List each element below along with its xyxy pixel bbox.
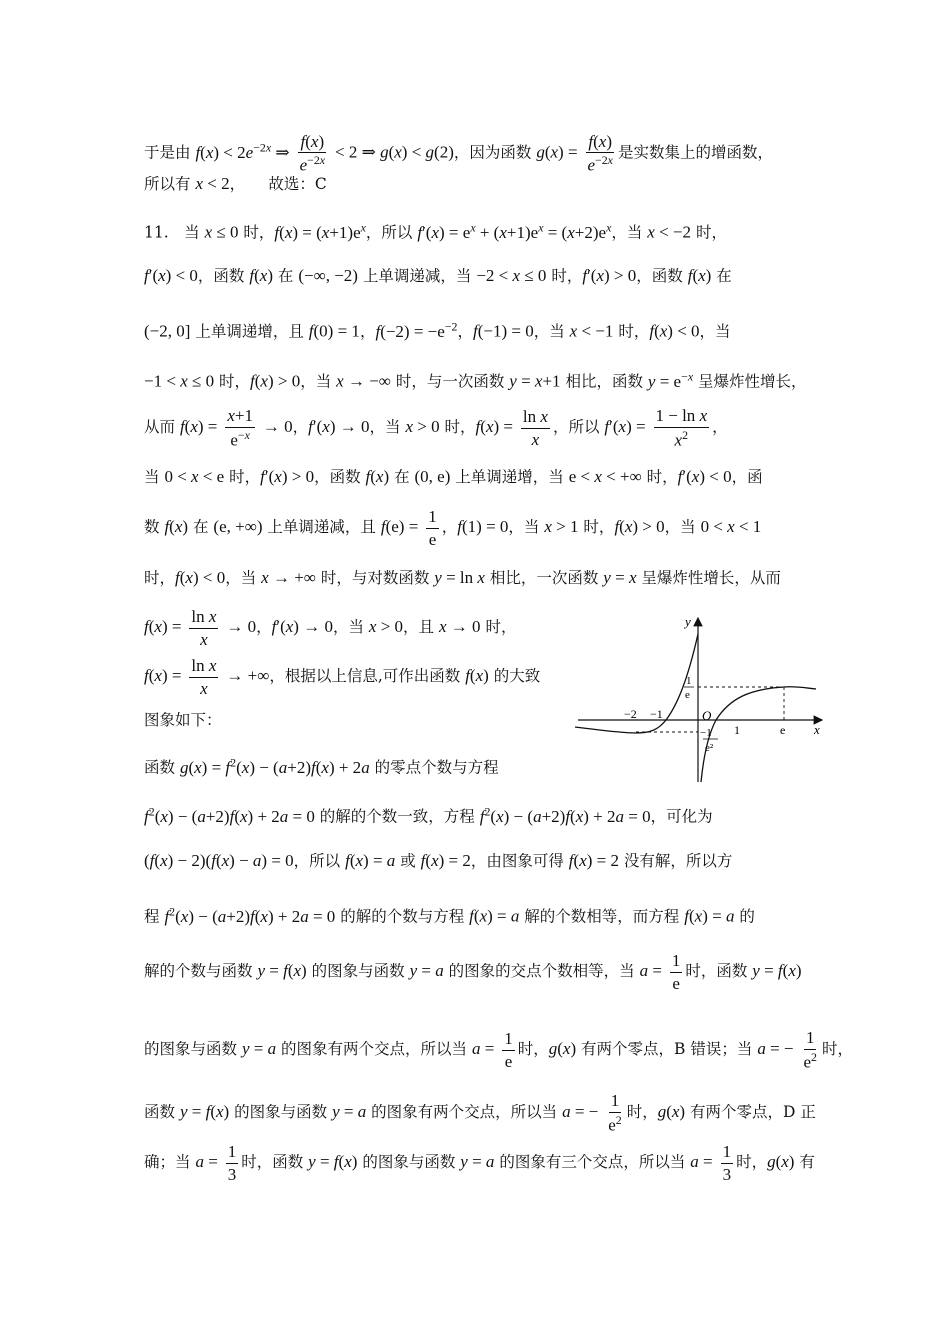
text-line-3: 11. 当 x ≤ 0 时，$f(x) = (x+1)e^x$，所以 $f'(x) = e^x + (x+1)e^x = (x+2)e^x$，当 x < −2 时， (144, 220, 727, 242)
tick-neg1: −1 (650, 707, 663, 721)
y-tick-neg-den: e² (705, 742, 714, 754)
x-axis-label: x (814, 722, 820, 737)
text-line-19: 的图象与函数 y = a 的图象有两个交点，所以当 a = $\frac{1}{e}$ 时，g(x) 有两个零点，B 错误；当 a = − $\frac{1}{e^2}$ 时， (144, 1028, 853, 1072)
text-line-9: 数 f(x) 在 (e, +∞) 上单调递减，且 f(e) = $\frac{1}{e}$ ，f(1) = 0，当 x > 1 时，f(x) > 0，当 0 < x < 1 (144, 506, 762, 549)
text-line-21: 确；当 a = $\frac{1}{3}$ 时，函数 y = f(x) 的图象与函数 y = a 的图象有三个交点，所以当 a = $\frac{1}{3}$ 时，g(x) 有 (144, 1141, 815, 1184)
text-line-18: 解的个数与函数 y = f(x) 的图象与函数 y = a 的图象的交点个数相等，当 a = $\frac{1}{e}$ 时，函数 y = f(x) (144, 950, 802, 993)
tick-1: 1 (734, 723, 740, 737)
text-line-20: 函数 y = f(x) 的图象与函数 y = a 的图象有两个交点，所以当 a = − $\frac{1}{e^2}$ 时，g(x) 有两个零点，D 正 (144, 1091, 816, 1135)
y-axis-label: y (685, 614, 691, 629)
y-tick-1-over-e-den: e (685, 689, 690, 701)
text-line-8: 当 0 < x < e 时，f′(x) > 0，函数 f(x) 在 (0, e) 上单调递增，当 e < x < +∞ 时，f′(x) < 0，函 (144, 467, 763, 486)
text-line-17: 程 $f^2(x) - (a+2)f(x) + 2a = 0$ 的解的个数与方程 f(x) = a 解的个数相等，而方程 f(x) = a 的 (144, 904, 755, 926)
text-line-12: f(x) = $\frac{\text{ln x}}{x}$ → +∞，根据以上信息,可作出函数 f(x) 的大致 (144, 655, 541, 698)
text-line-4: f′(x) < 0，函数 f(x) 在 (−∞, −2) 上单调递减，当 −2 < x ≤ 0 时，f′(x) > 0，函数 f(x) 在 (144, 266, 732, 285)
y-tick-1-over-e-num: 1 (686, 675, 692, 687)
text-line-14: 函数 $g(x) = f^2(x) - (a+2)f(x) + 2a$ 的零点个数与方程 (144, 755, 499, 777)
tick-e: e (780, 723, 786, 737)
text-line-7: 从而 f(x) = $\frac{x+1}{e^{-x}}$ → 0，f′(x) → 0，当 x > 0 时，f(x) = $\frac{\text{ln x}}{x}$ ，所以 f′(x) = $\frac{\text{1 − ln x}}{x^2}$ ， (144, 406, 728, 450)
text-line-2: 所以有 x < 2， 故选：C (144, 174, 327, 193)
text-line-13: 图象如下： (144, 711, 222, 729)
origin-label: O (702, 708, 712, 723)
function-graph (570, 612, 830, 784)
text-line-15: $f^2(x) - (a+2)f(x) + 2a = 0$ 的解的个数一致，方程 $f^2(x) - (a+2)f(x) + 2a = 0$，可化为 (144, 804, 713, 826)
y-tick-neg-num: −1 (700, 727, 712, 739)
text-line-10: 时，f(x) < 0，当 x → +∞ 时，与对数函数 y = ln x 相比，一次函数 y = x 呈爆炸性增长，从而 (144, 568, 781, 587)
text-line-5: (−2, 0] 上单调递增，且 f(0) = 1，$f(-2) = -e^{-2}$，f(−1) = 0，当 x < −1 时，f(x) < 0，当 (144, 319, 731, 341)
text-line-6: −1 < x ≤ 0 时，f(x) > 0，当 x → −∞ 时，与一次函数 y = x+1 相比，函数 $y = e^{-x}$ 呈爆炸性增长， (144, 369, 807, 391)
tick-neg2: −2 (624, 707, 637, 721)
text-line-11: f(x) = $\frac{\text{ln x}}{x}$ → 0，f′(x) → 0，当 x > 0，且 x → 0 时， (144, 606, 517, 649)
text-line-1: 于是由 $f(x) < 2e^{-2x}$ ⇒ $\frac{f(x)}{e^{-2x}}$ < 2 ⇒ g(x) < g(2)，因为函数 g(x) = $\frac{f(x)}{e^{-2x}}$ 是实数集上的增函数， (144, 131, 773, 175)
text-line-16: (f(x) − 2)(f(x) − a) = 0，所以 f(x) = a 或 f(x) = 2，由图象可得 f(x) = 2 没有解，所以方 (144, 851, 733, 870)
curve-right (701, 687, 816, 782)
